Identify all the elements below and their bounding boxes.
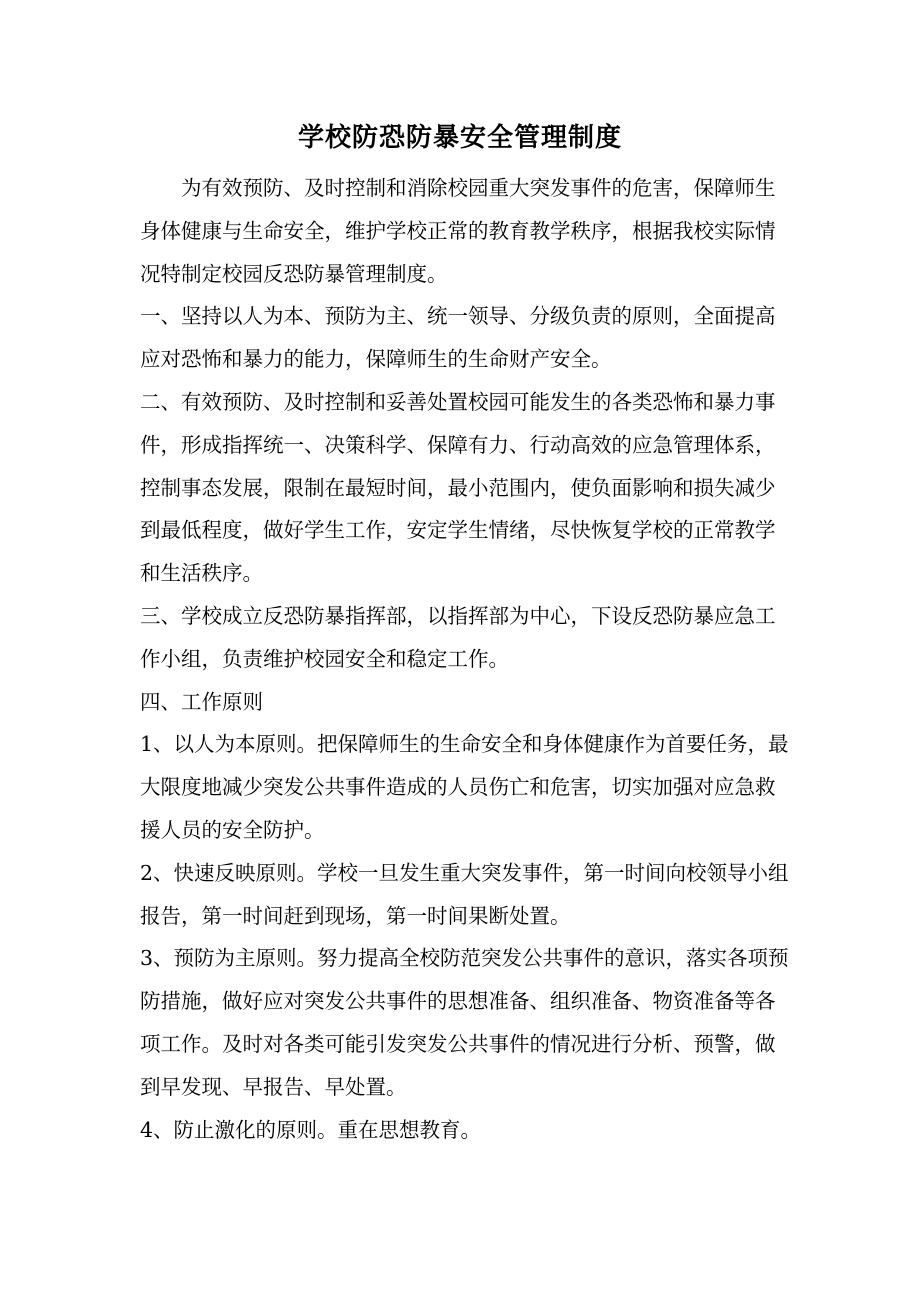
principle-3-paragraph: 3、预防为主原则。努力提高全校防范突发公共事件的意识，落实各项预防措施，做好应对突发公共事件的思想准备、组织准备、物资准备等各项工作。及时对各类可能引发突发公共事件的情况进行分析、预警，做到早发现、早报告、早处置。 <box>140 946 789 1099</box>
document-title: 学校防恐防暴安全管理制度 <box>297 123 622 153</box>
principle-1-paragraph: 1、以人为本原则。把保障师生的生命安全和身体健康作为首要任务，最大限度地减少突发公共事件造成的人员伤亡和危害，切实加强对应急救援人员的安全防护。 <box>140 732 789 842</box>
principle-4-paragraph: 4、防止激化的原则。重在思想教育。 <box>140 1117 482 1142</box>
document-body <box>140 167 790 1151</box>
section-3-paragraph: 三、学校成立反恐防暴指挥部，以指挥部为中心，下设反恐防暴应急工作小组，负责维护校园安全和稳定工作。 <box>140 603 776 671</box>
section-2-paragraph: 二、有效预防、及时控制和妥善处置校园可能发生的各类恐怖和暴力事件，形成指挥统一、决策科学、保障有力、行动高效的应急管理体系，控制事态发展，限制在最短时间，最小范围内，使负面影响和损失减少到最低程度，做好学生工作，安定学生情绪，尽快恢复学校的正常教学和生活秩序。 <box>140 389 776 586</box>
principle-2-paragraph: 2、快速反映原则。学校一旦发生重大突发事件，第一时间向校领导小组报告，第一时间赶到现场，第一时间果断处置。 <box>140 860 789 928</box>
intro-paragraph: 为有效预防、及时控制和消除校园重大突发事件的危害，保障师生身体健康与生命安全，维护学校正常的教育教学秩序，根据我校实际情况特制定校园反恐防暴管理制度。 <box>140 176 776 286</box>
section-4-heading: 四、工作原则 <box>140 689 263 714</box>
section-1-paragraph: 一、坚持以人为本、预防为主、统一领导、分级负责的原则，全面提高应对恐怖和暴力的能力，保障师生的生命财产安全。 <box>140 304 776 372</box>
